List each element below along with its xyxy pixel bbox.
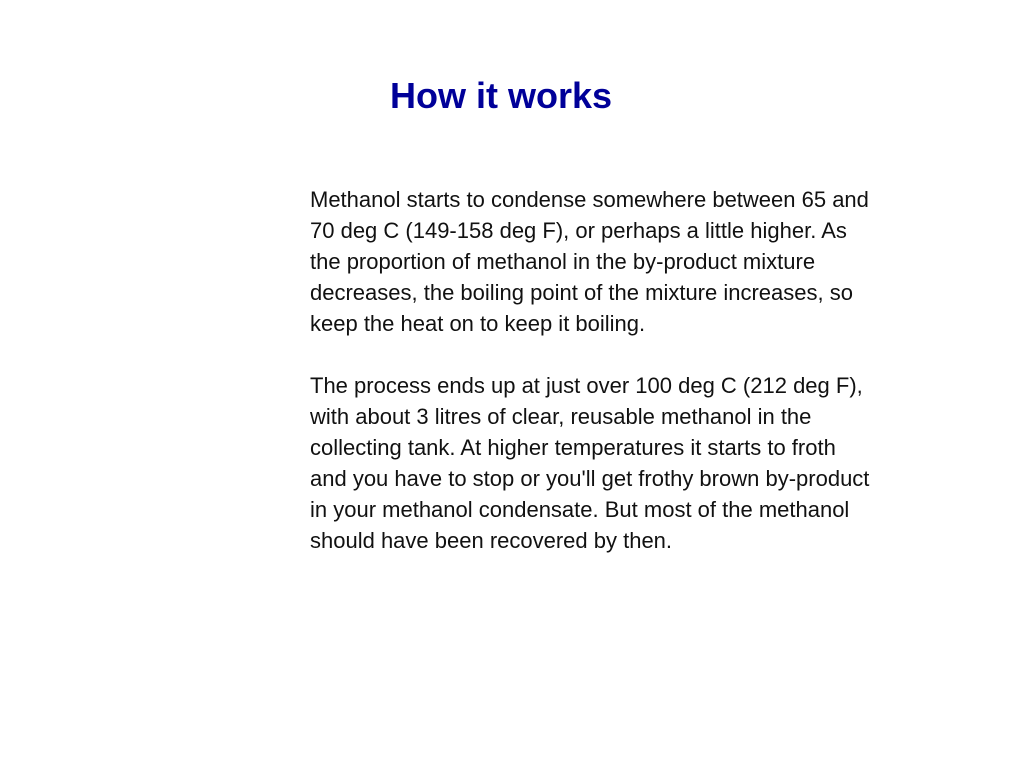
body-line: in your methanol condensate. But most of the methanol	[310, 497, 850, 522]
paragraph-condensation	[310, 184, 970, 339]
body-line: The process ends up at just over 100 deg C (212 deg F),	[310, 373, 863, 398]
body-line: keep the heat on to keep it boiling.	[310, 311, 646, 336]
body-line: 70 deg C (149-158 deg F), or perhaps a little higher. As	[310, 218, 847, 243]
body-line: the proportion of methanol in the by-product mixture	[310, 249, 816, 274]
paragraph-process-end	[310, 370, 970, 556]
slide-body	[310, 184, 970, 556]
paragraph-spacer	[310, 339, 970, 370]
body-line: with about 3 litres of clear, reusable methanol in the	[310, 404, 812, 429]
body-line: collecting tank. At higher temperatures it starts to froth	[310, 435, 836, 460]
body-line: decreases, the boiling point of the mixture increases, so	[310, 280, 853, 305]
slide-title: How it works	[390, 75, 613, 116]
body-line: Methanol starts to condense somewhere between 65 and	[310, 187, 869, 212]
body-line: and you have to stop or you'll get frothy brown by-product	[310, 466, 870, 491]
body-line: should have been recovered by then.	[310, 528, 673, 553]
